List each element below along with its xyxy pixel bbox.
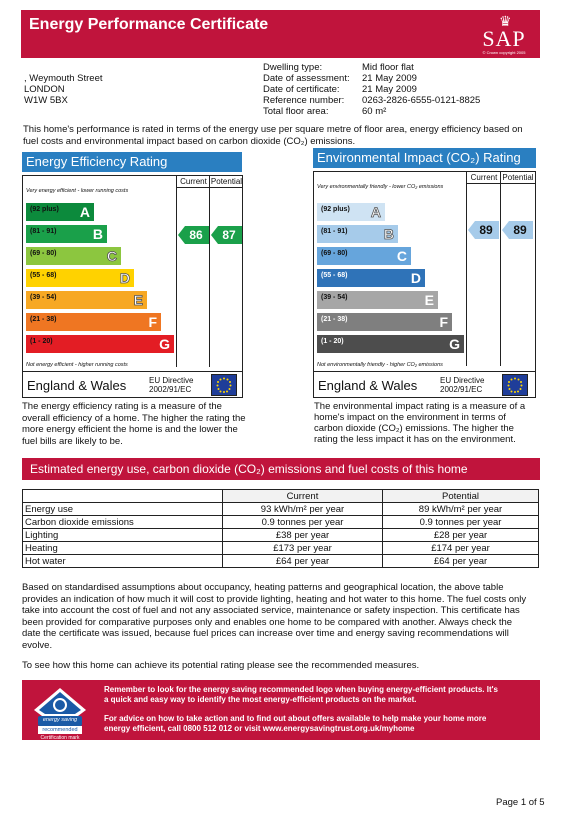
band-range: (39 - 54): [30, 294, 57, 301]
row-label: Heating: [23, 542, 223, 555]
promo-text-1: Remember to look for the energy saving recommended logo when buying energy-efficient products. It's a quick and easy way to identify the most energy-efficient products on the market.: [104, 685, 498, 704]
top-note: Very environmentally friendly - lower CO₂ emissions: [317, 184, 444, 190]
rating-band-b: [317, 225, 398, 243]
rating-band-f: [26, 313, 161, 331]
eu-directive: [149, 376, 193, 394]
band-range: (55 - 68): [30, 272, 57, 279]
table-header-cell: Potential: [383, 490, 539, 503]
eu-flag-icon: [211, 374, 237, 396]
info-row: [263, 62, 533, 73]
eu-directive-line: 2002/91/EC: [440, 385, 483, 394]
environmental-title: Environmental Impact (CO₂) Rating: [313, 148, 536, 168]
energy-saving-recommended-logo: [26, 686, 94, 742]
table-row: [23, 542, 539, 555]
eu-directive: [440, 376, 484, 394]
region-label: England & Wales: [27, 378, 127, 393]
current-rating-value: 86: [189, 228, 203, 242]
current-value: 0.9 tonnes per year: [223, 516, 383, 529]
logo-line1: energy saving: [42, 717, 78, 723]
potential-value: £174 per year: [383, 542, 539, 555]
info-value: 60 m²: [362, 106, 387, 117]
potential-header: Potential: [210, 177, 243, 186]
logo-line2: recommended: [42, 727, 78, 733]
potential-value: 89 kWh/m² per year: [383, 503, 539, 516]
potential-value: £28 per year: [383, 529, 539, 542]
bottom-note: Not energy efficient - higher running costs: [26, 362, 128, 368]
rating-band-e: [26, 291, 147, 309]
page-title: Energy Performance Certificate: [29, 16, 269, 33]
band-range: (39 - 54): [321, 294, 348, 301]
rating-band-e: [317, 291, 438, 309]
band-range: (81 - 91): [321, 228, 348, 235]
band-letter: F: [148, 314, 157, 330]
rating-band-g: [317, 335, 464, 353]
row-label: Lighting: [23, 529, 223, 542]
top-note: Very energy efficient - lower running costs: [26, 188, 129, 194]
estimated-costs-title: Estimated energy use, carbon dioxide (CO₂) emissions and fuel costs of this home: [22, 458, 540, 480]
environmental-description: The environmental impact rating is a measure of a home's impact on the environment in terms of carbon dioxide (CO₂) emissions. The higher the rating the less impact it has on the environment.: [314, 401, 526, 445]
info-value: 21 May 2009: [362, 73, 417, 84]
table-row: [23, 555, 539, 568]
info-value: 0263-2826-6555-0121-8825: [362, 95, 481, 106]
band-range: (21 - 38): [321, 316, 348, 323]
rating-band-g: [26, 335, 174, 353]
estimated-costs-table: [22, 489, 539, 568]
divider: [209, 187, 210, 367]
band-letter: G: [159, 336, 170, 352]
band-range: (21 - 38): [30, 316, 57, 323]
band-letter: G: [449, 336, 460, 352]
sap-logo: [472, 12, 536, 54]
potential-header: Potential: [500, 172, 535, 184]
eu-directive-line: EU Directive: [149, 376, 194, 385]
current-header: Current: [176, 176, 210, 188]
band-letter: F: [439, 314, 448, 330]
table-header-row: [23, 490, 539, 503]
band-range: (81 - 91): [30, 228, 57, 235]
band-letter: B: [92, 226, 103, 242]
eu-flag-icon: [502, 374, 528, 396]
divider: [500, 183, 501, 366]
info-label: Date of assessment:: [263, 73, 350, 84]
current-rating-value: 89: [479, 223, 493, 237]
band-range: (55 - 68): [321, 272, 348, 279]
current-header: Current: [466, 172, 501, 184]
sap-copyright: © Crown copyright 2005: [482, 50, 526, 55]
current-value: £173 per year: [223, 542, 383, 555]
band-range: (69 - 80): [321, 250, 348, 257]
band-range: (92 plus): [30, 206, 59, 213]
estimates-explanation: Based on standardised assumptions about occupancy, heating patterns and geographical location, the above table provides an indication of how much it will cost to provide lighting, heating and hot water to this home. The fuel costs only take into account the cost of fuel and not any associated service, maintenance or safety inspection. This certificate has been provided for comparative purposes only and enables one home to be compared with another. Always check the date the certificate was issued, because fuel prices can increase over time and energy saving recommendations will evolve.: [22, 582, 527, 651]
rating-band-d: [317, 269, 425, 287]
energy-saving-promo: [22, 680, 540, 740]
address-line: , Weymouth Street: [24, 73, 103, 84]
band-letter: C: [106, 248, 117, 264]
potential-value: 0.9 tonnes per year: [383, 516, 539, 529]
environmental-chart: [313, 171, 536, 398]
rating-band-a: [26, 203, 94, 221]
potential-rating-value: 87: [222, 228, 236, 242]
address-block: [24, 73, 103, 106]
recommendation-note: To see how this home can achieve its potential rating please see the recommended measures.: [22, 660, 420, 671]
page-number: Page 1 of 5: [496, 797, 545, 808]
info-label: Reference number:: [263, 95, 345, 106]
info-row: [263, 73, 533, 84]
potential-rating-value: 89: [513, 223, 527, 237]
promo-text-2: For advice on how to take action and to find out about offers available to help make your home more energy efficient, call 0800 512 012 or visit www.energysavingtrust.org.uk/myhome: [104, 714, 487, 733]
table-header-cell: [23, 490, 223, 503]
energy-saving-logo-icon: [26, 686, 94, 742]
info-value: 21 May 2009: [362, 84, 417, 95]
crown-icon: ♛: [499, 13, 512, 29]
band-letter: E: [424, 292, 434, 308]
band-letter: B: [383, 226, 394, 242]
band-letter: A: [79, 204, 90, 220]
band-range: (1 - 20): [321, 338, 344, 345]
divider: [176, 187, 177, 367]
rating-band-a: [317, 203, 385, 221]
panel-footer: [23, 371, 242, 397]
info-label: Date of certificate:: [263, 84, 340, 95]
rating-band-f: [317, 313, 452, 331]
table-row: [23, 503, 539, 516]
band-range: (92 plus): [321, 206, 350, 213]
band-letter: E: [133, 292, 143, 308]
info-row: [263, 84, 533, 95]
table-row: [23, 516, 539, 529]
efficiency-description: The energy efficiency rating is a measure of the overall efficiency of a home. The higher the rating the more energy efficient the home is and the lower the fuel bills are likely to be.: [22, 401, 246, 447]
info-value: Mid floor flat: [362, 62, 414, 73]
logo-caption: Certification mark: [40, 735, 80, 741]
band-letter: D: [119, 270, 130, 286]
bottom-note: Not environmentally friendly - higher CO₂ emissions: [317, 362, 443, 368]
info-row: [263, 106, 533, 117]
band-letter: A: [370, 204, 381, 220]
divider: [466, 183, 467, 366]
dwelling-info: [263, 62, 533, 117]
table-header-cell: Current: [223, 490, 383, 503]
panel-footer: [314, 371, 535, 397]
efficiency-chart: [22, 175, 243, 398]
eu-directive-line: 2002/91/EC: [149, 385, 192, 394]
potential-value: £64 per year: [383, 555, 539, 568]
info-label: Total floor area:: [263, 106, 329, 117]
band-range: (1 - 20): [30, 338, 53, 345]
rating-band-c: [26, 247, 121, 265]
table-row: [23, 529, 539, 542]
intro-text: This home's performance is rated in terms of the energy use per square metre of floor area, energy efficiency based on fuel costs and environmental impact based on carbon dioxide (CO₂) emissions.: [23, 124, 523, 147]
band-range: (69 - 80): [30, 250, 57, 257]
efficiency-title: Energy Efficiency Rating: [22, 152, 242, 172]
rating-band-b: [26, 225, 107, 243]
info-label: Dwelling type:: [263, 62, 323, 73]
row-label: Energy use: [23, 503, 223, 516]
info-row: [263, 95, 533, 106]
header-banner: [21, 10, 540, 58]
rating-band-d: [26, 269, 134, 287]
eu-directive-line: EU Directive: [440, 376, 485, 385]
band-letter: C: [396, 248, 407, 264]
address-line: LONDON: [24, 84, 65, 95]
current-value: £38 per year: [223, 529, 383, 542]
rating-band-c: [317, 247, 411, 265]
current-value: £64 per year: [223, 555, 383, 568]
row-label: Carbon dioxide emissions: [23, 516, 223, 529]
row-label: Hot water: [23, 555, 223, 568]
region-label: England & Wales: [318, 378, 418, 393]
address-line: W1W 5BX: [24, 95, 68, 106]
sap-logo-text: SAP: [482, 26, 526, 51]
current-value: 93 kWh/m² per year: [223, 503, 383, 516]
band-letter: D: [410, 270, 421, 286]
